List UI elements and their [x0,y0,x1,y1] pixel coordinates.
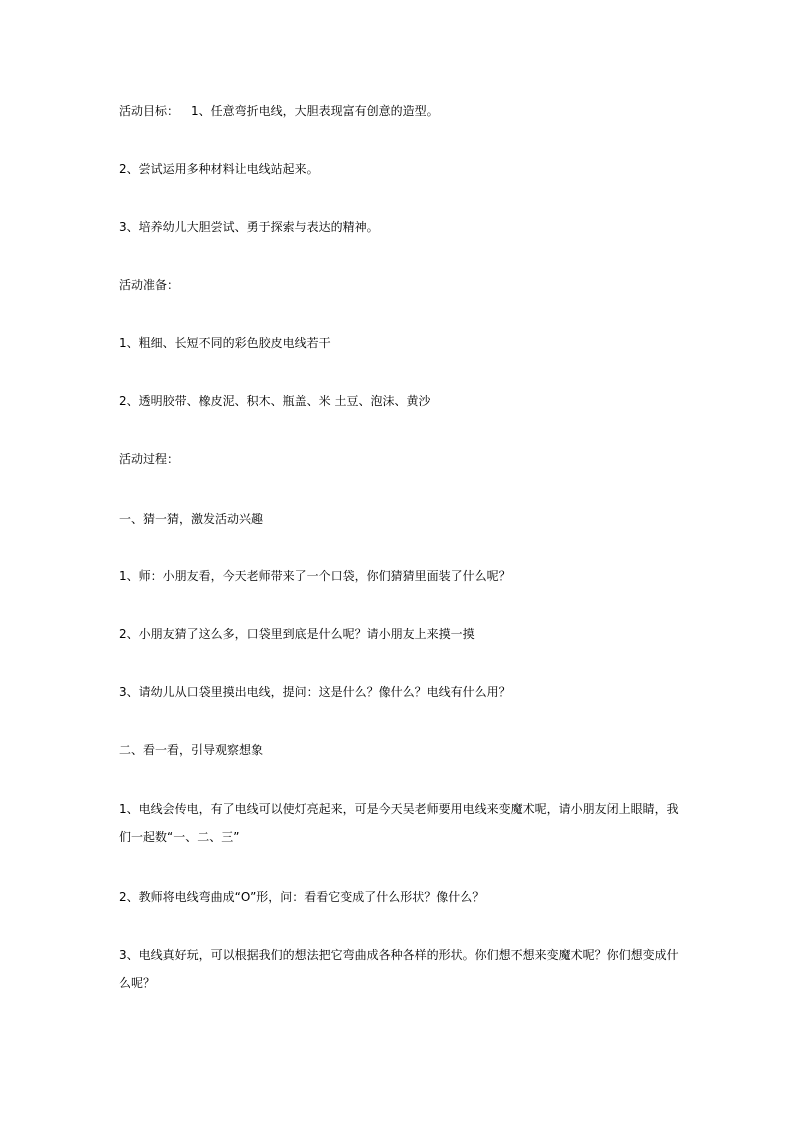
goal-paragraph [119,97,679,125]
section-1-heading: 一、猜一猜，激发活动兴趣 [119,512,264,526]
goal-item-2: 2、尝试运用多种材料让电线站起来。 [119,162,319,176]
section-1-item-1: 1、师：小朋友看，今天老师带来了一个口袋，你们猜猜里面装了什么呢？ [119,569,511,583]
section-1-item-2: 2、小朋友猜了这么多，口袋里到底是什么呢？请小朋友上来摸一摸 [119,627,475,641]
goal-item-3: 3、培养幼儿大胆尝试、勇于探索与表达的精神。 [119,220,379,234]
section-2-heading: 二、看一看，引导观察想象 [119,743,264,757]
goal-item-1: 1、任意弯折电线，大胆表现富有创意的造型。 [191,104,439,118]
goal-label: 活动目标： [119,104,180,118]
prep-item-1: 1、粗细、长短不同的彩色胶皮电线若干 [119,336,331,350]
section-2-item-1: 1、电线会传电，有了电线可以使灯亮起来，可是今天吴老师要用电线来变魔术呢，请小朋友闭上眼睛，我们一起数“一、二、三” [119,802,679,844]
prep-item-2: 2、透明胶带、橡皮泥、积木、瓶盖、米 土豆、泡沫、黄沙 [119,394,431,408]
section-1-item-3: 3、请幼儿从口袋里摸出电线，提问：这是什么？像什么？电线有什么用？ [119,685,511,699]
section-2-item-2: 2、教师将电线弯曲成“O”形，问：看看它变成了什么形状？像什么？ [119,890,485,904]
section-2-item-3: 3、电线真好玩，可以根据我们的想法把它弯曲成各种各样的形状。你们想不想来变魔术呢？你们想变成什么呢？ [119,948,679,990]
prep-heading: 活动准备： [119,278,180,292]
process-heading: 活动过程： [119,452,180,466]
